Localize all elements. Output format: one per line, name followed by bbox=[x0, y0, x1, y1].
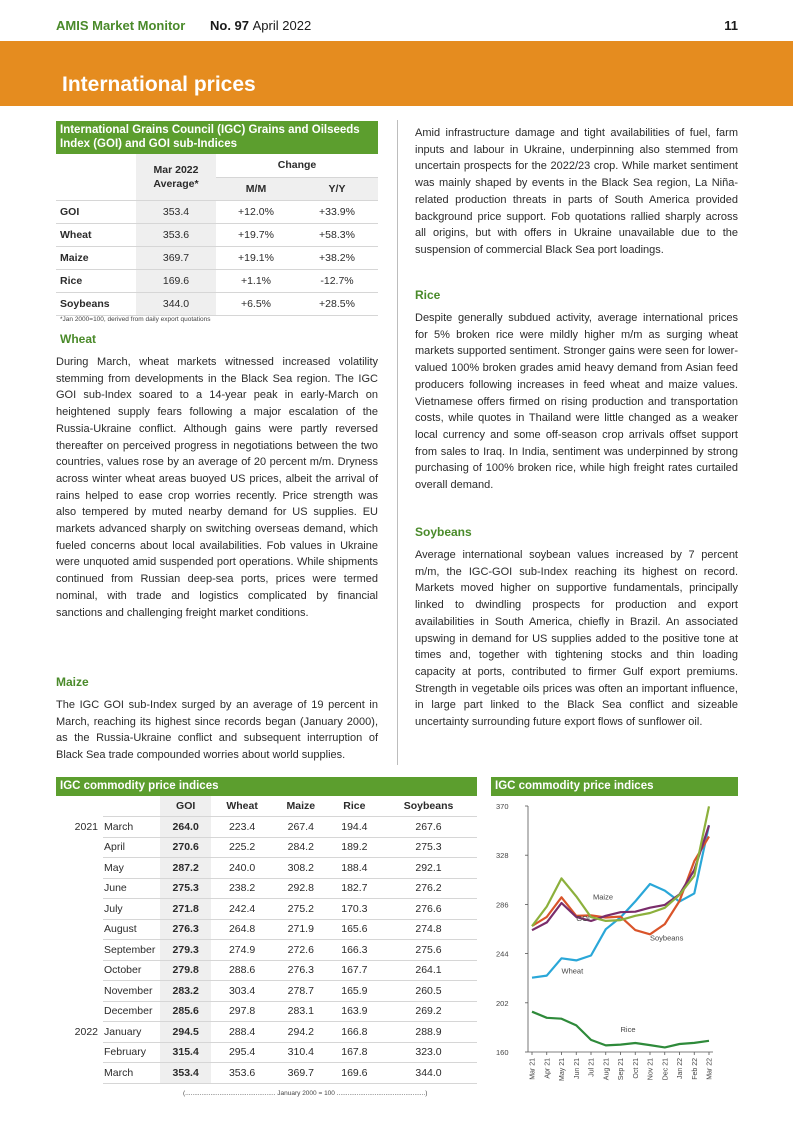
y-tick-label: 160 bbox=[496, 1048, 509, 1057]
igc-cell-yy: +33.9% bbox=[296, 200, 378, 223]
commodity-value: 278.7 bbox=[273, 981, 329, 1002]
commodity-value: 165.9 bbox=[329, 981, 380, 1002]
commodity-value: 310.4 bbox=[273, 1042, 329, 1063]
commodity-row bbox=[56, 817, 477, 838]
commodity-row bbox=[56, 940, 477, 961]
commodity-row bbox=[56, 837, 477, 858]
commodity-row bbox=[56, 899, 477, 920]
y-tick-label: 286 bbox=[496, 900, 509, 910]
commodity-value: 287.2 bbox=[160, 858, 211, 879]
commodity-year bbox=[56, 960, 103, 981]
igc-cell-label: GOI bbox=[56, 200, 136, 223]
commodity-value: 242.4 bbox=[211, 899, 273, 920]
commodity-value: 238.2 bbox=[211, 878, 273, 899]
commodity-value: 288.4 bbox=[211, 1022, 273, 1043]
wheat-heading: Wheat bbox=[60, 332, 96, 346]
igc-cell-label: Soybeans bbox=[56, 292, 136, 315]
y-tick-label: 370 bbox=[496, 802, 509, 811]
commodity-value: 267.4 bbox=[273, 817, 329, 838]
commodity-month: May bbox=[103, 858, 160, 879]
igc-row-wheat bbox=[56, 223, 378, 246]
igc-cell-mm: +1.1% bbox=[216, 269, 296, 292]
x-tick-label: Feb 22 bbox=[691, 1058, 699, 1080]
commodity-col-header: Maize bbox=[273, 796, 329, 817]
commodity-month: July bbox=[103, 899, 160, 920]
commodity-value: 288.9 bbox=[380, 1022, 477, 1043]
igc-cell-avg: 369.7 bbox=[136, 246, 216, 269]
commodity-value: 169.6 bbox=[329, 1063, 380, 1084]
commodity-row bbox=[56, 878, 477, 899]
commodity-value: 276.3 bbox=[160, 919, 211, 940]
commodity-year bbox=[56, 837, 103, 858]
x-tick-label: Jul 21 bbox=[588, 1058, 596, 1077]
commodity-year bbox=[56, 1063, 103, 1084]
commodity-value: 271.9 bbox=[273, 919, 329, 940]
commodity-value: 189.2 bbox=[329, 837, 380, 858]
col-yy-header: Y/Y bbox=[296, 177, 378, 200]
igc-cell-yy: +58.3% bbox=[296, 223, 378, 246]
commodity-value: 344.0 bbox=[380, 1063, 477, 1084]
soybeans-heading: Soybeans bbox=[415, 525, 472, 539]
commodity-row bbox=[56, 1022, 477, 1043]
commodity-year bbox=[56, 858, 103, 879]
igc-cell-avg: 353.4 bbox=[136, 200, 216, 223]
commodity-value: 276.2 bbox=[380, 878, 477, 899]
commodity-value: 308.2 bbox=[273, 858, 329, 879]
maize-continued: Amid infrastructure damage and tight availabilities of fuel, farm inputs and labour in Ukraine, underpinning also stemmed from uncertain prospects for the 2022/23 crop. While market sentiment was mainly shaped by events in the Black Sea region, La Niña-related production threats in parts of South America provided background price support. Fob quotations rallied sharply across all origins, but with offers in Ukraine unavailable due to the suspension of commercial Black Sea port loadings. bbox=[415, 127, 738, 256]
commodity-year: 2022 bbox=[74, 1025, 98, 1038]
commodity-value: 271.8 bbox=[160, 899, 211, 920]
commodity-year bbox=[56, 919, 103, 940]
commodity-value: 288.6 bbox=[211, 960, 273, 981]
commodity-value: 276.3 bbox=[273, 960, 329, 981]
commodity-value: 267.6 bbox=[380, 817, 477, 838]
commodity-value: 264.0 bbox=[160, 817, 211, 838]
commodity-value: 170.3 bbox=[329, 899, 380, 920]
commodity-value: 279.8 bbox=[160, 960, 211, 981]
col-mm-header: M/M bbox=[216, 177, 296, 200]
igc-row-goi bbox=[56, 200, 378, 223]
commodity-value: 165.6 bbox=[329, 919, 380, 940]
chart-caption: IGC commodity price indices bbox=[491, 777, 738, 796]
x-tick-label: May 21 bbox=[559, 1058, 566, 1081]
commodity-value: 275.3 bbox=[380, 837, 477, 858]
commodity-month: January bbox=[103, 1022, 160, 1043]
series-line-goi bbox=[532, 825, 709, 930]
commodity-year: 2021 bbox=[74, 820, 98, 833]
commodity-month: October bbox=[103, 960, 160, 981]
commodity-month: December bbox=[103, 1001, 160, 1022]
commodity-month: November bbox=[103, 981, 160, 1002]
x-tick-label: Aug 21 bbox=[603, 1058, 611, 1081]
commodity-value: 315.4 bbox=[160, 1042, 211, 1063]
igc-cell-mm: +12.0% bbox=[216, 200, 296, 223]
series-label-rice: Rice bbox=[620, 1025, 636, 1035]
commodity-year bbox=[56, 899, 103, 920]
commodity-value: 166.8 bbox=[329, 1022, 380, 1043]
wheat-body: During March, wheat markets witnessed increased volatility stemming from developments in the Black Sea region. The IGC GOI sub-Index soared to a 14-year peak in early-March on heightened supply fears following a major escalation of the Russia-Ukraine conflict. Although gains were partly reversed thereafter on perceived progress in negotiations between the two countries, values rose by an average of 20 percent m/m. Dryness across winter wheat areas buoyed US prices, albeit the arrival of rains helped to ease crop worries recently. Price strength was also tempered by muted nearby demand for US supplies. EU markets advanced sharply on switching overseas demand, which fueled concerns about local availabilities. Fob values in Ukraine were unquoted amid suspended port operations. While shipments continued from Russian deep-sea ports, prices were termed nominal, with trade and logistics complicated by financial sanctions and challenging freight market conditions. bbox=[56, 356, 378, 619]
commodity-month: September bbox=[103, 940, 160, 961]
igc-cell-yy: -12.7% bbox=[296, 269, 378, 292]
commodity-col-header: Rice bbox=[329, 796, 380, 817]
commodity-value: 270.6 bbox=[160, 837, 211, 858]
col-avg-header: Mar 2022 Average* bbox=[136, 154, 216, 200]
commodity-col-header: GOI bbox=[160, 796, 211, 817]
commodity-value: 166.3 bbox=[329, 940, 380, 961]
issue-month: April 2022 bbox=[252, 18, 312, 33]
commodity-row bbox=[56, 960, 477, 981]
igc-table-caption: International Grains Council (IGC) Grains and Oilseeds Index (GOI) and GOI sub-Indices bbox=[56, 121, 378, 154]
x-tick-label: Jan 22 bbox=[677, 1058, 684, 1080]
issue-number: No. 97 bbox=[210, 18, 250, 33]
commodity-year bbox=[56, 878, 103, 899]
igc-cell-avg: 169.6 bbox=[136, 269, 216, 292]
commodity-month: February bbox=[103, 1042, 160, 1063]
commodity-table-footer: (.................................................. January 2000 = 100 .................................................) bbox=[183, 1090, 428, 1097]
col-change-header: Change bbox=[216, 154, 378, 177]
rice-heading: Rice bbox=[415, 288, 441, 302]
price-chart bbox=[491, 777, 738, 1111]
igc-cell-avg: 353.6 bbox=[136, 223, 216, 246]
igc-row-maize bbox=[56, 246, 378, 269]
commodity-month: June bbox=[103, 878, 160, 899]
y-tick-label: 244 bbox=[496, 949, 509, 959]
commodity-value: 194.4 bbox=[329, 817, 380, 838]
commodity-value: 292.8 bbox=[273, 878, 329, 899]
igc-cell-mm: +19.1% bbox=[216, 246, 296, 269]
commodity-value: 353.6 bbox=[211, 1063, 273, 1084]
commodity-table-caption: IGC commodity price indices bbox=[56, 777, 477, 796]
commodity-value: 284.2 bbox=[273, 837, 329, 858]
commodity-value: 323.0 bbox=[380, 1042, 477, 1063]
series-label-wheat: Wheat bbox=[561, 966, 584, 976]
section-banner bbox=[0, 41, 793, 106]
commodity-value: 260.5 bbox=[380, 981, 477, 1002]
x-tick-label: Nov 21 bbox=[647, 1058, 655, 1081]
column-divider bbox=[397, 120, 398, 765]
x-tick-label: Sep 21 bbox=[618, 1058, 625, 1081]
commodity-value: 269.2 bbox=[380, 1001, 477, 1022]
commodity-value: 188.4 bbox=[329, 858, 380, 879]
commodity-value: 353.4 bbox=[160, 1063, 211, 1084]
commodity-year bbox=[56, 940, 103, 961]
issue-info bbox=[210, 18, 311, 33]
commodity-value: 294.2 bbox=[273, 1022, 329, 1043]
commodity-year bbox=[56, 1001, 103, 1022]
line-chart bbox=[491, 796, 738, 1106]
commodity-col-header: Wheat bbox=[211, 796, 273, 817]
y-tick-label: 202 bbox=[496, 998, 509, 1008]
commodity-value: 272.6 bbox=[273, 940, 329, 961]
igc-cell-yy: +28.5% bbox=[296, 292, 378, 315]
commodity-value: 274.9 bbox=[211, 940, 273, 961]
commodity-value: 264.1 bbox=[380, 960, 477, 981]
commodity-row bbox=[56, 1042, 477, 1063]
commodity-value: 223.4 bbox=[211, 817, 273, 838]
commodity-value: 279.3 bbox=[160, 940, 211, 961]
igc-index-table bbox=[56, 121, 378, 316]
series-label-soybeans: Soybeans bbox=[650, 933, 684, 943]
igc-row-soybeans bbox=[56, 292, 378, 315]
x-tick-label: Oct 21 bbox=[632, 1058, 640, 1079]
commodity-row bbox=[56, 1063, 477, 1084]
igc-row-rice bbox=[56, 269, 378, 292]
series-label-goi: GOI bbox=[576, 913, 591, 923]
igc-cell-label: Rice bbox=[56, 269, 136, 292]
commodity-value: 276.6 bbox=[380, 899, 477, 920]
commodity-row bbox=[56, 981, 477, 1002]
commodity-value: 163.9 bbox=[329, 1001, 380, 1022]
page-number: 11 bbox=[724, 18, 738, 33]
commodity-value: 275.3 bbox=[160, 878, 211, 899]
commodity-value: 167.8 bbox=[329, 1042, 380, 1063]
commodity-value: 295.4 bbox=[211, 1042, 273, 1063]
page-header bbox=[56, 14, 738, 38]
commodity-value: 294.5 bbox=[160, 1022, 211, 1043]
commodity-value: 264.8 bbox=[211, 919, 273, 940]
rice-body: Despite generally subdued activity, average international prices for 5% broken rice were mildly higher m/m as surging wheat markets supported sentiment. Stronger gains were seen for lower-valued 100% broken grades amid heavy demand from Asian feed producers following increases in feed wheat and maize values. Vietnamese offers firmed on rising production and transportation costs, while quotes in Thailand were little changed as a weaker local currency and some off-season crop arrivals offset support from sales to Iraq. In India, sentiment was underpinned by strong purchasing of 100% broken rice, while high freight rates curtailed overall demand. bbox=[415, 312, 738, 492]
y-tick-label: 328 bbox=[496, 851, 509, 861]
commodity-value: 225.2 bbox=[211, 837, 273, 858]
x-tick-label: Mar 21 bbox=[529, 1058, 537, 1080]
commodity-value: 167.7 bbox=[329, 960, 380, 981]
commodity-value: 240.0 bbox=[211, 858, 273, 879]
commodity-value: 292.1 bbox=[380, 858, 477, 879]
igc-cell-avg: 344.0 bbox=[136, 292, 216, 315]
commodity-month: March bbox=[103, 817, 160, 838]
igc-cell-label: Wheat bbox=[56, 223, 136, 246]
x-tick-label: Apr 21 bbox=[544, 1058, 552, 1079]
commodity-year bbox=[56, 1042, 103, 1063]
section-title: International prices bbox=[62, 73, 256, 96]
igc-cell-mm: +19.7% bbox=[216, 223, 296, 246]
commodity-value: 283.1 bbox=[273, 1001, 329, 1022]
series-label-maize: Maize bbox=[593, 892, 614, 902]
commodity-indices-table bbox=[56, 777, 477, 1084]
commodity-month: April bbox=[103, 837, 160, 858]
commodity-value: 369.7 bbox=[273, 1063, 329, 1084]
commodity-month: March bbox=[103, 1063, 160, 1084]
commodity-row bbox=[56, 1001, 477, 1022]
commodity-value: 274.8 bbox=[380, 919, 477, 940]
commodity-value: 285.6 bbox=[160, 1001, 211, 1022]
x-tick-label: Jun 21 bbox=[573, 1058, 581, 1080]
commodity-value: 297.8 bbox=[211, 1001, 273, 1022]
commodity-value: 275.2 bbox=[273, 899, 329, 920]
commodity-value: 303.4 bbox=[211, 981, 273, 1002]
soybeans-body: Average international soybean values increased by 7 percent m/m, the IGC-GOI sub-Index reaching its highest on record. Markets moved higher on supportive fundamentals, principally linked to dwindling prospects for production and export availabilities in South America, chiefly in Brazil. An associated upswing in demand for US supplies added to the positive tone at times and, together with tightening stocks and thin loading capacity at ports, contributed to firmer Gulf export premiums. Strength in vegetable oils prices was often an important influence, in large part linked to the Black Sea conflict and sizeable uncertainty surrounding future export flows of sunflower oil. bbox=[415, 549, 738, 729]
maize-body: The IGC GOI sub-Index surged by an average of 19 percent in March, reaching its highest since records began (January 2000), as the Russia-Ukraine conflict and subsequent interruption of Black Sea trade compounded worries about world supplies. bbox=[56, 699, 378, 762]
maize-heading: Maize bbox=[56, 675, 89, 689]
x-tick-label: Mar 22 bbox=[706, 1058, 714, 1080]
commodity-col-header: Soybeans bbox=[380, 796, 477, 817]
commodity-row bbox=[56, 858, 477, 879]
commodity-month: August bbox=[103, 919, 160, 940]
igc-cell-yy: +38.2% bbox=[296, 246, 378, 269]
igc-cell-label: Maize bbox=[56, 246, 136, 269]
publication-name: AMIS Market Monitor bbox=[56, 18, 186, 33]
commodity-value: 275.6 bbox=[380, 940, 477, 961]
commodity-year bbox=[56, 981, 103, 1002]
commodity-value: 182.7 bbox=[329, 878, 380, 899]
commodity-row bbox=[56, 919, 477, 940]
commodity-value: 283.2 bbox=[160, 981, 211, 1002]
x-tick-label: Dec 21 bbox=[662, 1058, 670, 1081]
igc-cell-mm: +6.5% bbox=[216, 292, 296, 315]
igc-table-note: *Jan 2000=100, derived from daily export quotations bbox=[60, 316, 211, 323]
